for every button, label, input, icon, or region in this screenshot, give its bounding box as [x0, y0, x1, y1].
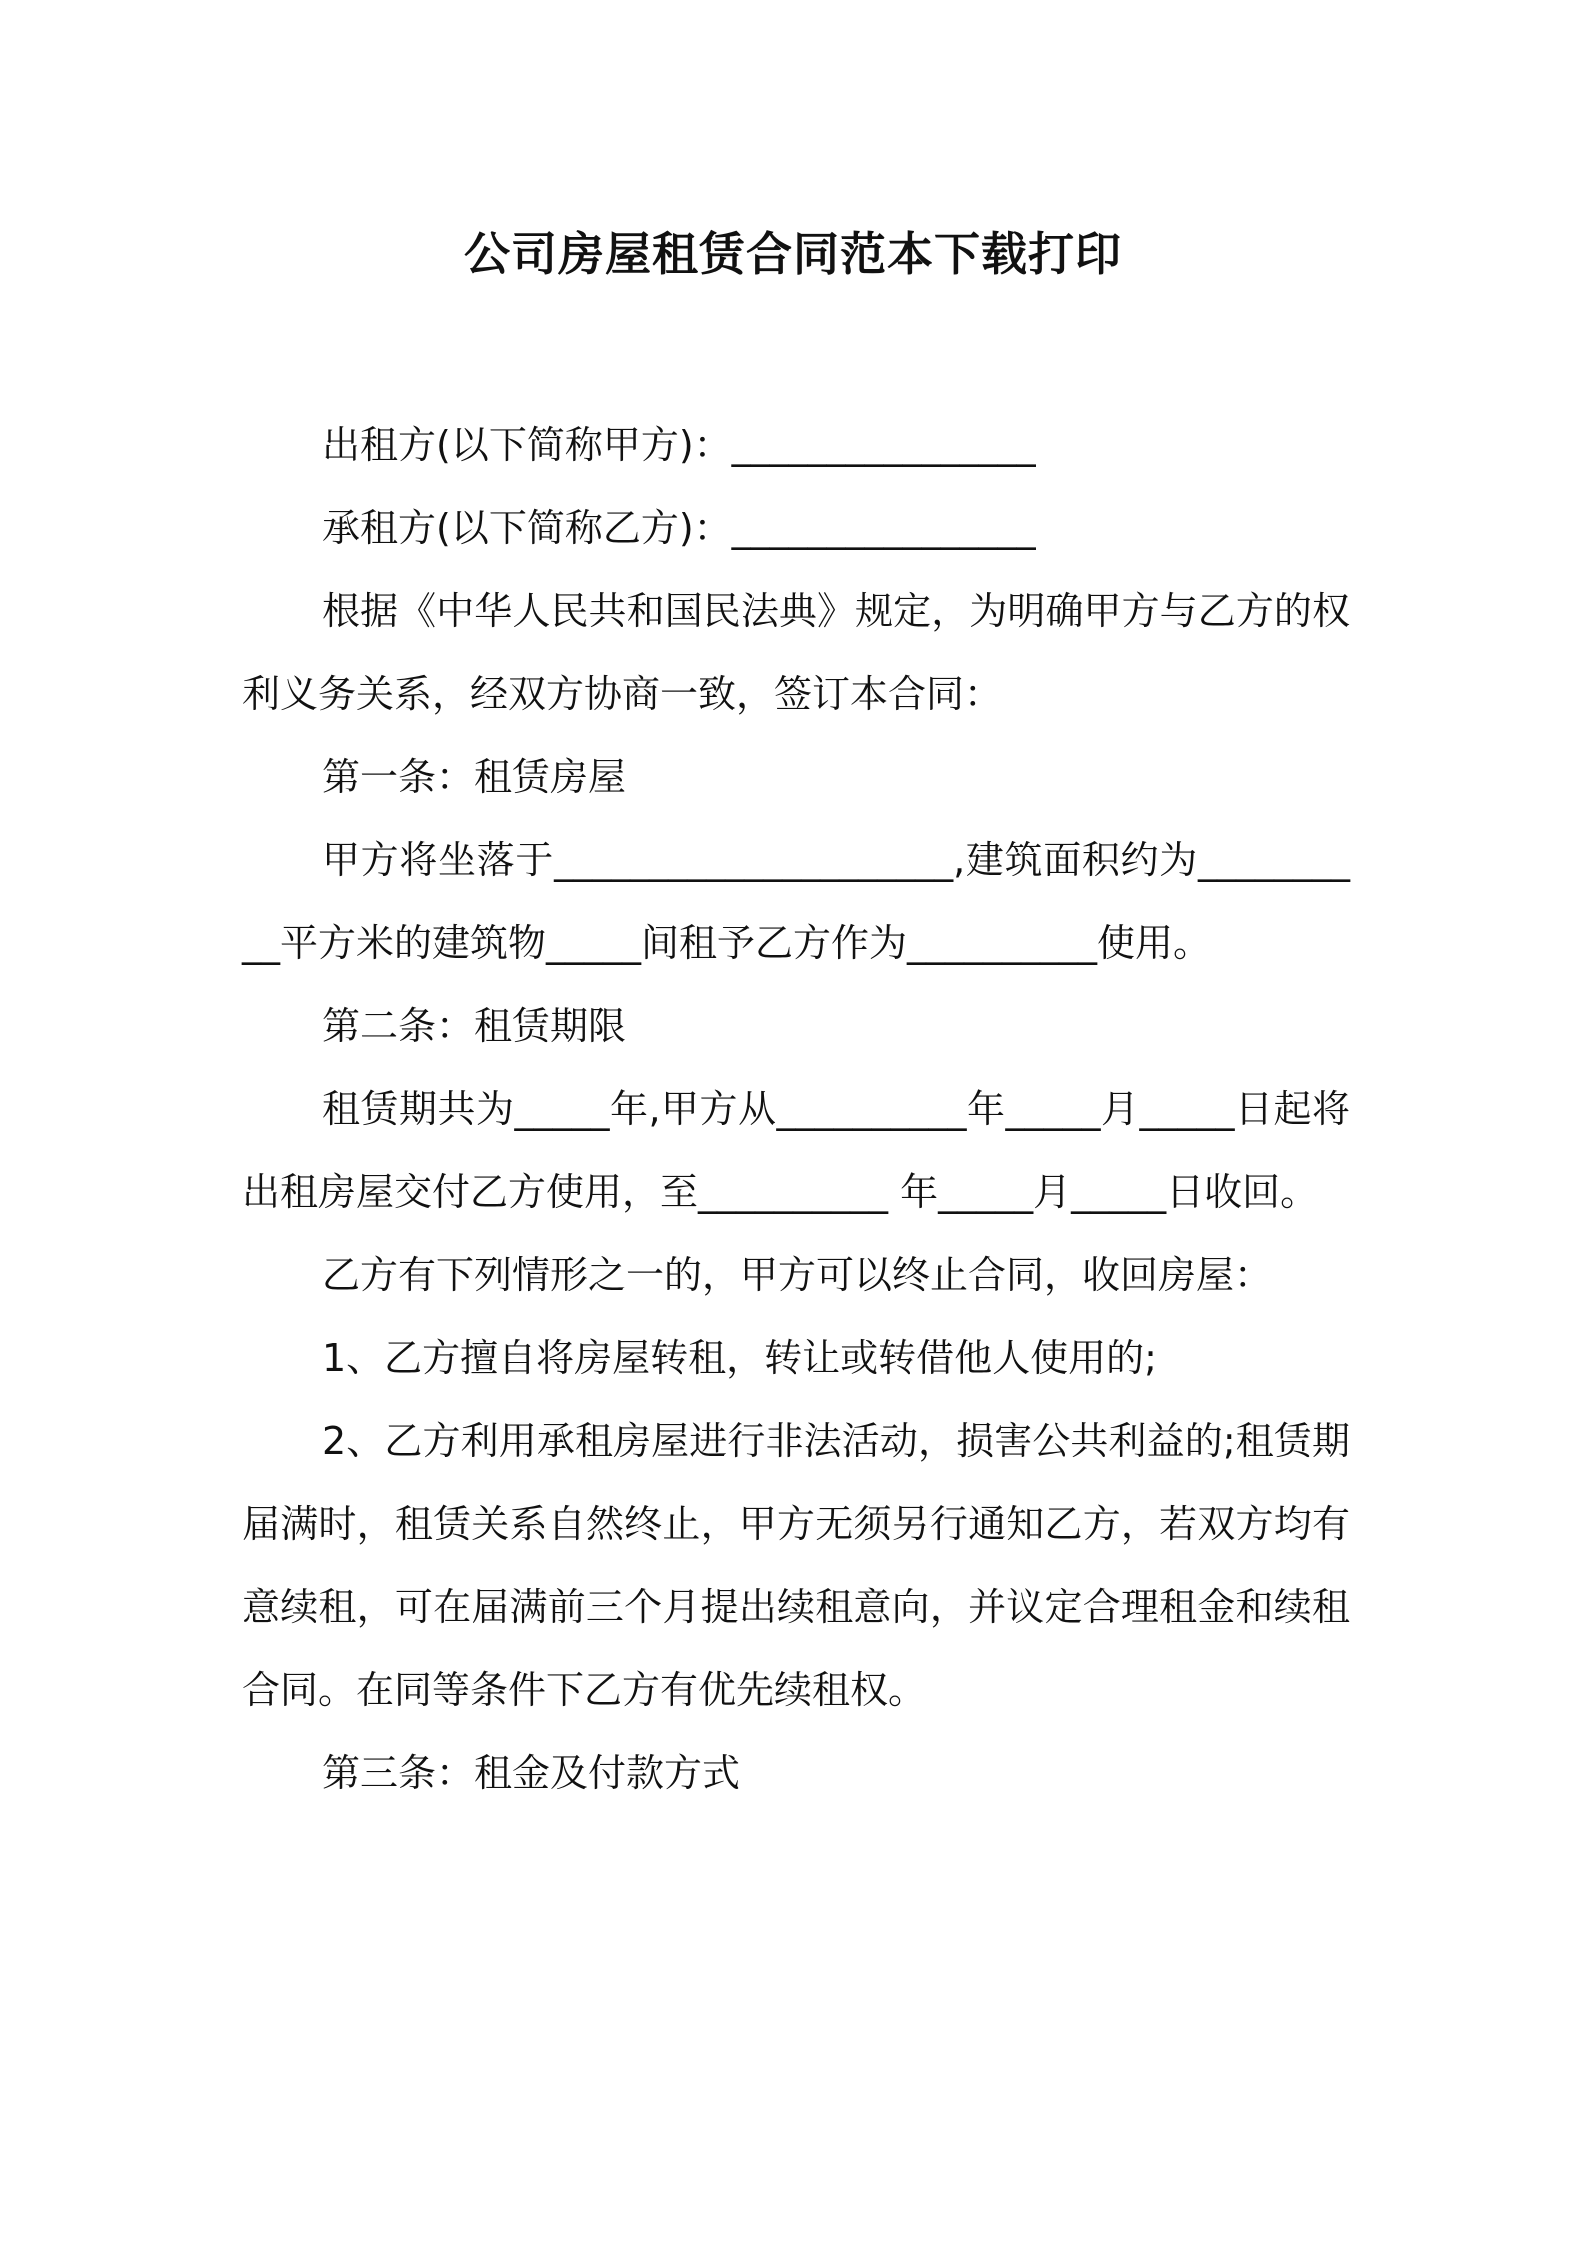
termination-intro: 乙方有下列情形之一的，甲方可以终止合同，收回房屋：: [322, 1253, 1273, 1297]
lease-term-paragraph: 租赁期共为_____年,甲方从__________年_____月_____日起将出租房屋交付乙方使用，至__________ 年_____月_____日收回。: [242, 1087, 1350, 1214]
article-3-heading: 第三条：租金及付款方式: [322, 1751, 741, 1795]
lessor-line: 出租方(以下简称甲方)：________________: [322, 423, 1036, 467]
article-2-heading: 第二条：租赁期限: [322, 1004, 627, 1048]
termination-item-1: 1、乙方擅自将房屋转租，转让或转借他人使用的;: [322, 1336, 1157, 1380]
document-body: [242, 404, 1350, 1815]
document-title: 公司房屋租赁合同范本下载打印: [464, 227, 1122, 281]
lessee-line: 承租方(以下简称乙方)：________________: [322, 506, 1036, 550]
termination-item-2: 2、乙方利用承租房屋进行非法活动，损害公共利益的;租赁期届满时，租赁关系自然终止，甲方无须另行通知乙方，若双方均有意续租，可在届满前三个月提出续租意向，并议定合理租金和续租合同。在同等条件下乙方有优先续租权。: [242, 1419, 1350, 1712]
article-1-paragraph: 甲方将坐落于_____________________,建筑面积约为__________平方米的建筑物_____间租予乙方作为__________使用。: [242, 838, 1350, 965]
preamble-paragraph: 根据《中华人民共和国民法典》规定，为明确甲方与乙方的权利义务关系，经双方协商一致，签订本合同：: [242, 589, 1350, 716]
article-1-heading: 第一条：租赁房屋: [322, 755, 627, 799]
